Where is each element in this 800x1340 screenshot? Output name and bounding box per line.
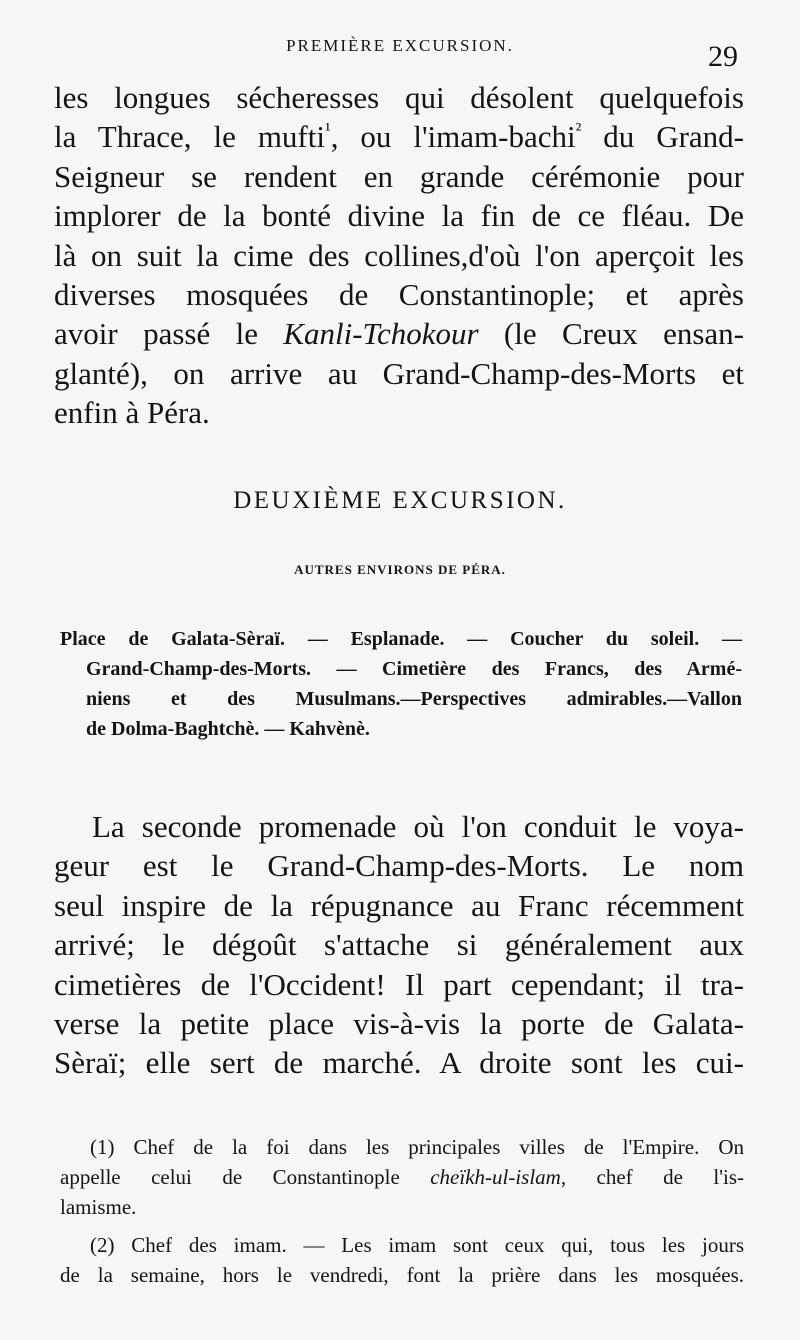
text-line: Seigneur se rendent en grande cérémonie pour [54,158,744,194]
footnote-1-line: lamisme. [60,1195,137,1219]
footnote-ref-2: ² [575,120,582,142]
page-number: 29 [708,40,738,73]
section-title: DEUXIÈME EXCURSION. [233,487,567,514]
italic-place-name: Kanli-Tchokour [283,316,479,352]
text-line: implorer de la bonté divine la fin de ce fléau. De [54,198,744,234]
footnote-2-line: de la semaine, hors le vendredi, font la prière dans les mosquées. [60,1263,744,1287]
text-line: cimetières de l'Occident! Il part cependant; il tra- [54,966,744,1002]
footnote-1-line: (1) Chef de la foi dans les principales villes de l'Empire. On [90,1135,744,1159]
italic-term: cheïkh-ul-islam [430,1165,561,1189]
footnote-1-line: appelle celui de Constantinople cheïkh-ul-islam, chef de l'is- [60,1165,745,1189]
text-line: La seconde promenade où l'on conduit le voya- [92,809,744,844]
text-line: Sèraï; elle sert de marché. A droite sont les cui- [54,1045,744,1081]
summary-line: Grand-Champ-des-Morts. — Cimetière des Francs, des Armé- [86,658,742,680]
text-line: geur est le Grand-Champ-des-Morts. Le nom [54,848,744,884]
text-line: verse la petite place vis-à-vis la porte de Galata- [54,1006,744,1042]
text-line: glanté), on arrive au Grand-Champ-des-Morts et [54,355,744,391]
text-line: avoir passé le Kanli-Tchokour (le Creux ensan- [54,316,744,352]
body-paragraph [54,807,744,1083]
text-line: la Thrace, le mufti$^{^1}$, ou l'imam-bachi$^{^2}$ du Grand- [54,119,744,155]
text-line: diverses mosquées de Constantinople; et après [54,277,744,313]
continuation-paragraph [54,78,744,433]
text-line: seul inspire de la répugnance au Franc récemment [54,887,744,923]
text-line: arrivé; le dégoût s'attache si généralement aux [54,927,744,963]
summary-line: de Dolma-Baghtchè. — Kahvènè. [86,718,370,740]
footnote-ref-1: ¹ [324,120,331,142]
chapter-summary [60,624,742,744]
footnotes [60,1132,744,1290]
text-line: les longues sécheresses qui désolent quelquefois [54,80,744,115]
text-line: enfin à Péra. [54,395,210,431]
running-head: PREMIÈRE EXCURSION. [286,36,514,55]
summary-line: Place de Galata-Sèraï. — Esplanade. — Coucher du soleil. — [60,628,742,650]
footnote-2-line: (2) Chef des imam. — Les imam sont ceux qui, tous les jours [90,1233,744,1257]
summary-line: niens et des Musulmans.—Perspectives admirables.—Vallon [86,688,742,710]
section-subtitle: AUTRES ENVIRONS DE PÉRA. [294,562,506,577]
text-line: là on suit la cime des collines,d'où l'on aperçoit les [54,237,744,273]
